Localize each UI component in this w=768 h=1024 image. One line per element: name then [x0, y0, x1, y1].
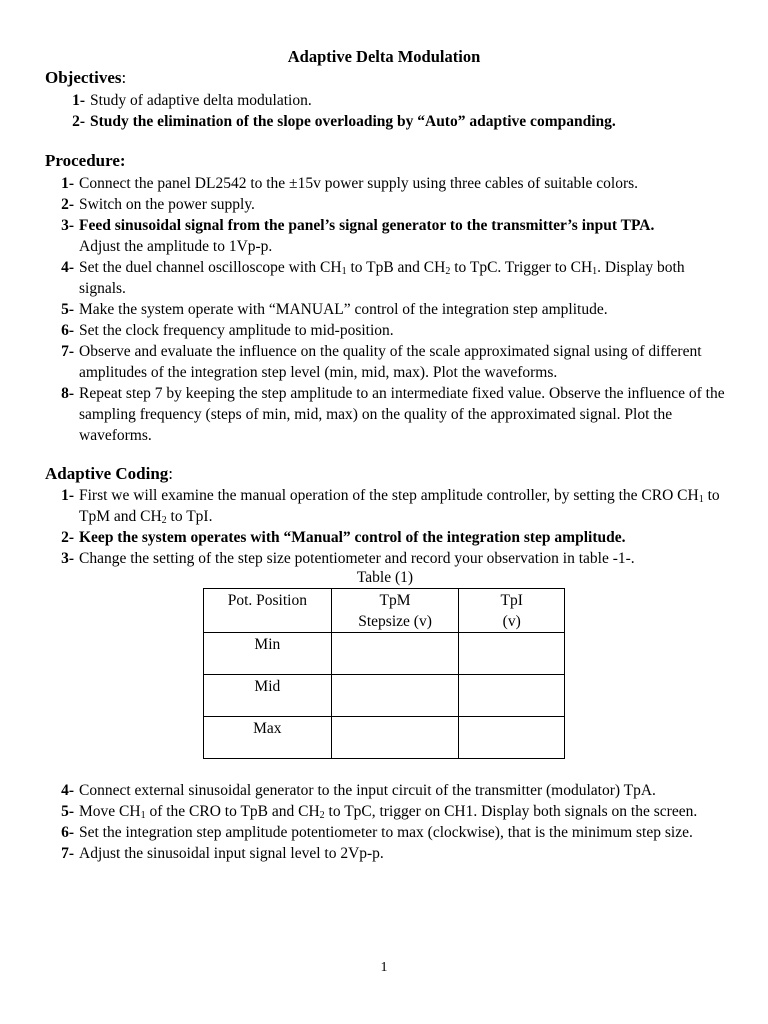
subscript: 2: [445, 266, 451, 277]
table-row: [204, 717, 565, 759]
list-item: [61, 801, 729, 822]
list-item: [72, 111, 730, 132]
item-number: 8-: [61, 385, 74, 402]
list-item: [61, 485, 729, 527]
objectives-heading-text: Objectives: [45, 68, 122, 87]
item-number: 5-: [61, 301, 74, 318]
list-item: [61, 843, 729, 864]
subscript: 1: [698, 494, 704, 505]
header-cell-tpm: [331, 589, 459, 633]
item-text: Set the integration step amplitude potentiometer to max (clockwise), that is the minimum step size.: [79, 824, 693, 841]
table-cell: [331, 633, 459, 675]
subscript: 2: [161, 515, 167, 526]
objectives-heading: Objectives:: [45, 68, 127, 87]
item-text: First we will examine the manual operation of the step amplitude controller, by setting the CRO CH: [79, 487, 699, 504]
list-item: [61, 257, 729, 299]
item-text: Study the elimination of the slope overloading by “Auto” adaptive companding.: [90, 113, 616, 130]
table-caption: Table (1): [356, 569, 414, 586]
item-text: to TpC. Trigger to CH: [450, 259, 593, 276]
adaptive-coding-heading: Adaptive Coding:: [45, 464, 174, 483]
list-item: [61, 341, 729, 383]
item-text: Observe and evaluate the influence on the quality of the scale approximated signal using of different amplitudes of the integration step level (min, mid, max). Plot the waveforms.: [79, 343, 702, 381]
row-label-min: Min: [204, 633, 332, 675]
item-text: Set the clock frequency amplitude to mid-position.: [79, 322, 394, 339]
adaptive-coding-list: [61, 485, 729, 569]
item-text: Change the setting of the step size potentiometer and record your observation in table -1-.: [79, 550, 635, 567]
item-text: Adjust the sinusoidal input signal level to 2Vp-p.: [79, 845, 384, 862]
item-number: 2-: [72, 113, 85, 130]
list-item: [61, 383, 729, 446]
item-number: 1-: [61, 487, 74, 504]
row-label-max: Max: [204, 717, 332, 759]
adaptive-heading-text: Adaptive Coding: [45, 464, 169, 483]
item-text: to TpM and CH: [79, 487, 720, 525]
observation-table: [203, 588, 565, 759]
table-cell: [459, 633, 565, 675]
list-item: [72, 90, 730, 111]
document-title: Adaptive Delta Modulation: [287, 47, 481, 66]
row-label-mid: Mid: [204, 675, 332, 717]
list-item: [61, 320, 729, 341]
header-tpi-label: TpI: [500, 592, 523, 609]
table-cell: [459, 717, 565, 759]
list-item: [61, 527, 729, 548]
item-text: Adjust the amplitude to 1Vp-p.: [79, 238, 273, 255]
item-text: to TpC, trigger on CH1. Display both signals on the screen.: [324, 803, 698, 820]
item-number: 6-: [61, 322, 74, 339]
item-number: 4-: [61, 782, 74, 799]
header-cell-pot-position: Pot. Position: [204, 589, 332, 633]
item-number: 2-: [61, 529, 74, 546]
item-text: Switch on the power supply.: [79, 196, 255, 213]
item-number: 7-: [61, 845, 74, 862]
list-item: [61, 548, 729, 569]
list-item: [61, 299, 729, 320]
item-number: 1-: [72, 92, 85, 109]
table-row: [204, 633, 565, 675]
page-number: 1: [380, 960, 388, 975]
table-cell: [331, 675, 459, 717]
item-text: Feed sinusoidal signal from the panel’s signal generator to the transmitter’s input TPA.: [79, 217, 655, 234]
item-number: 5-: [61, 803, 74, 820]
header-tpi-unit: (v): [502, 613, 521, 630]
list-item: [61, 215, 729, 257]
subscript: 1: [140, 810, 146, 821]
table-row: [204, 675, 565, 717]
table-cell: [459, 675, 565, 717]
procedure-list: [61, 173, 729, 446]
item-text: Repeat step 7 by keeping the step amplitude to an intermediate fixed value. Observe the influence of the sampling frequency (steps of min, mid, max) on the quality of the approximated signal. Plot the waveforms.: [79, 385, 725, 444]
item-text: Make the system operate with “MANUAL” control of the integration step amplitude.: [79, 301, 608, 318]
item-text: . Display both signals.: [79, 259, 685, 297]
item-number: 3-: [61, 550, 74, 567]
item-text: of the CRO to TpB and CH: [145, 803, 320, 820]
item-number: 7-: [61, 343, 74, 360]
continued-steps-list: [61, 780, 729, 864]
list-item: [61, 822, 729, 843]
item-number: 3-: [61, 217, 74, 234]
subscript: 1: [592, 266, 598, 277]
subscript: 1: [341, 266, 347, 277]
item-text: Keep the system operates with “Manual” control of the integration step amplitude.: [79, 529, 626, 546]
item-number: 6-: [61, 824, 74, 841]
procedure-heading: Procedure:: [45, 151, 126, 170]
list-item: [61, 173, 729, 194]
item-number: 4-: [61, 259, 74, 276]
header-cell-tpi: [459, 589, 565, 633]
table-cell: [331, 717, 459, 759]
item-number: 1-: [61, 175, 74, 192]
item-text: Connect external sinusoidal generator to the input circuit of the transmitter (modulator) TpA.: [79, 782, 656, 799]
list-item: [61, 194, 729, 215]
objectives-list: [72, 90, 730, 132]
subscript: 2: [319, 810, 325, 821]
table-header-row: [204, 589, 565, 633]
item-text: Study of adaptive delta modulation.: [90, 92, 312, 109]
header-tpm-unit: Stepsize (v): [358, 613, 432, 630]
item-number: 2-: [61, 196, 74, 213]
item-text: Set the duel channel oscilloscope with CH: [79, 259, 342, 276]
header-tpm-label: TpM: [379, 592, 411, 609]
item-text: Connect the panel DL2542 to the ±15v power supply using three cables of suitable colors.: [79, 175, 639, 192]
list-item: [61, 780, 729, 801]
item-text: Move CH: [79, 803, 141, 820]
item-text: to TpI.: [166, 508, 213, 525]
item-text: to TpB and CH: [346, 259, 446, 276]
